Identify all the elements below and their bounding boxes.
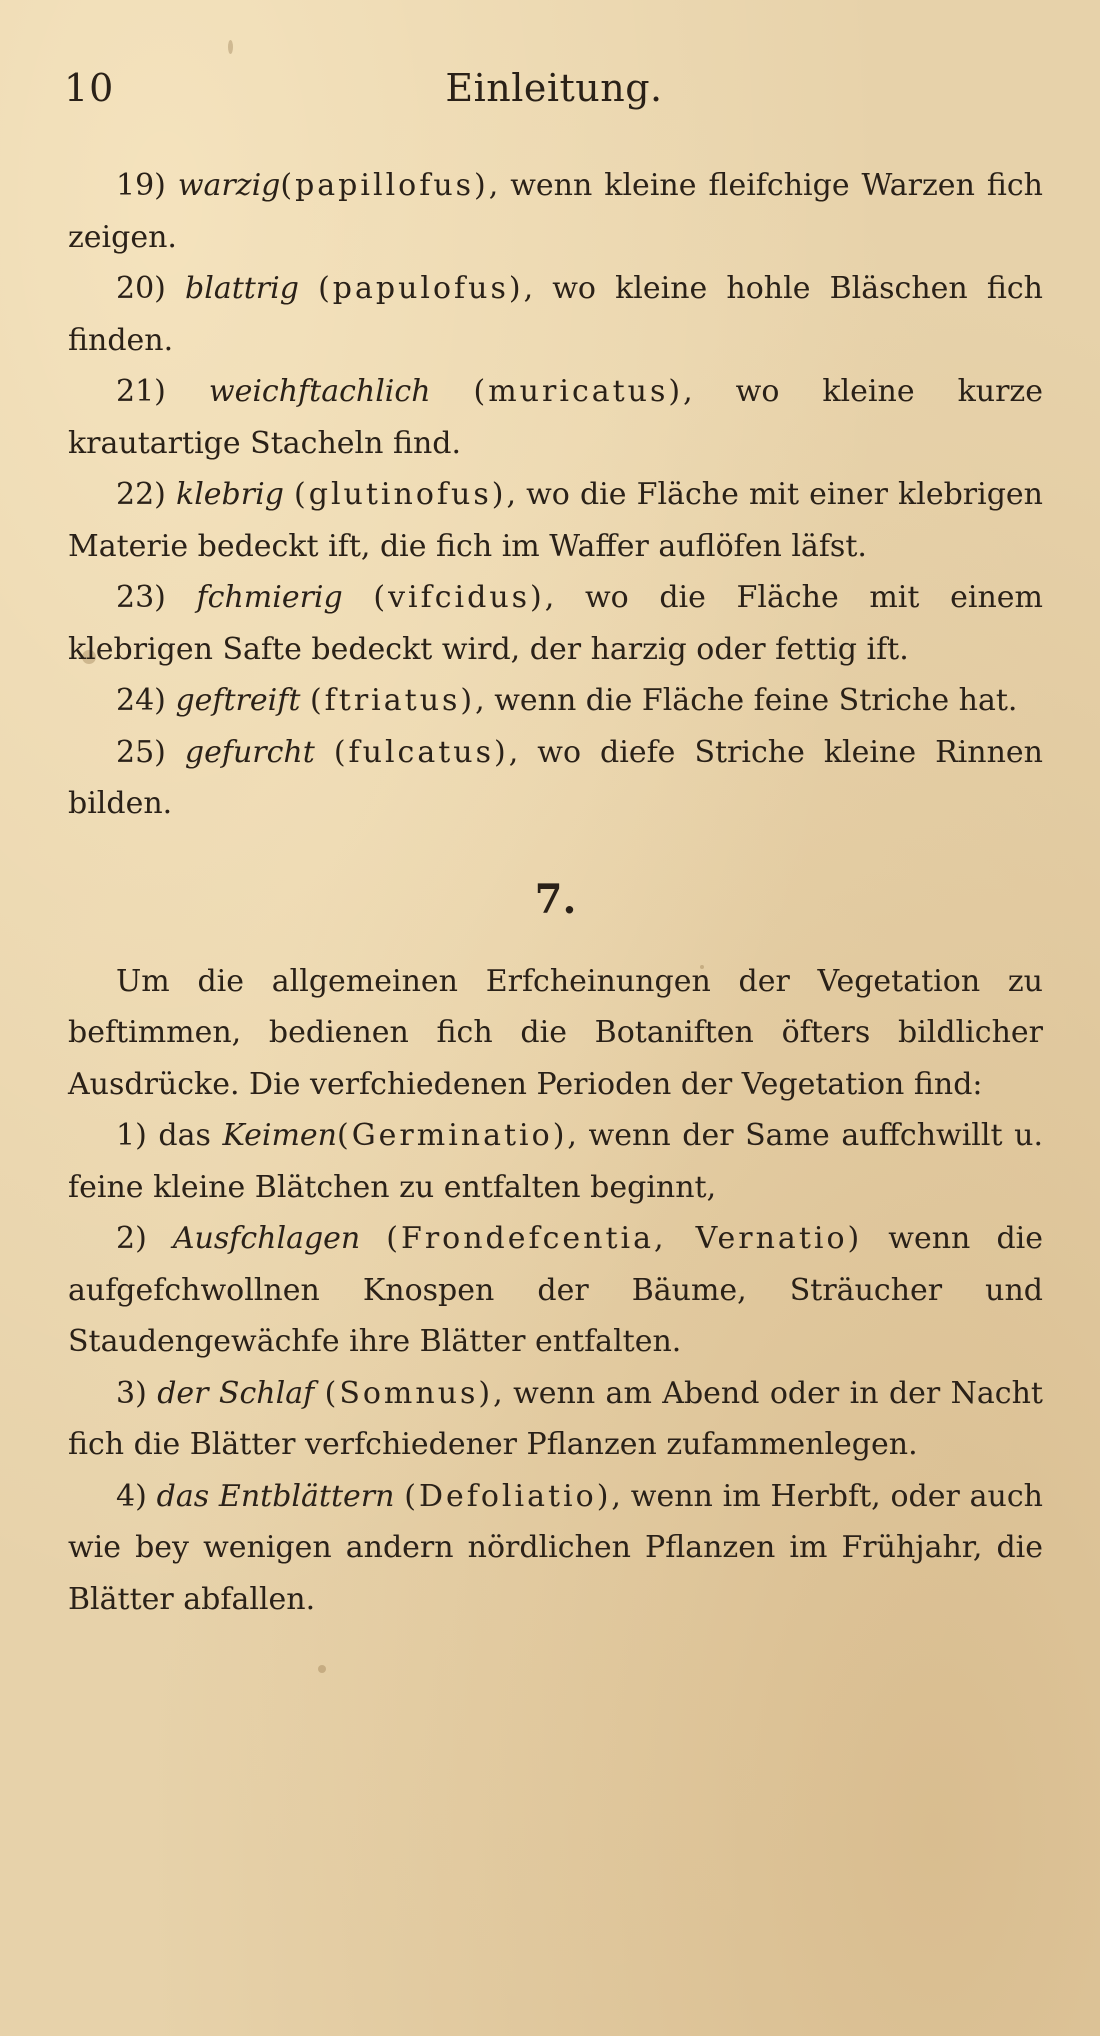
term: fchmierig xyxy=(196,580,343,615)
item-number: 3) xyxy=(116,1375,147,1411)
item-number: 4) xyxy=(116,1478,147,1514)
definition: , wo kleine hohle Bläschen fich finden. xyxy=(68,271,1043,358)
item-number: 25) xyxy=(116,734,166,770)
latin-term: (papulofus) xyxy=(318,271,524,306)
definition: , wo die Fläche mit einer klebrigen Materie bedeckt ift, die fich im Waffer auflöfen läfst. xyxy=(68,477,1044,564)
term: Keimen xyxy=(222,1118,337,1153)
latin-term: (Frondefcentia, Vernatio) xyxy=(386,1221,863,1256)
item-number: 21) xyxy=(116,374,166,409)
latin-term: (glutinofus) xyxy=(294,477,507,512)
page-body xyxy=(68,160,1043,1625)
latin-term: (Germinatio) xyxy=(336,1118,568,1153)
term: blattrig xyxy=(185,271,299,306)
section-heading: 7. xyxy=(534,875,577,923)
definition: , wenn im Herbft, oder auch wie bey wenigen andern nördlichen Pflanzen im Frühjahr, die Blätter abfallen. xyxy=(68,1478,1043,1617)
latin-term: (ftriatus) xyxy=(309,683,476,718)
item-prefix: das xyxy=(158,1118,223,1153)
page-header xyxy=(64,58,1044,118)
latin-term: (fulcatus) xyxy=(333,734,509,770)
definition: , wenn die Fläche feine Striche hat. xyxy=(475,683,1018,718)
item-number: 1) xyxy=(116,1118,147,1153)
latin-term: (Somnus) xyxy=(324,1375,494,1411)
latin-term: (Defoliatio) xyxy=(404,1478,612,1514)
item-number: 2) xyxy=(116,1221,147,1256)
term: das Entblättern xyxy=(156,1478,395,1514)
list-item xyxy=(68,675,1043,727)
foxing-spot xyxy=(318,1665,326,1673)
item-number: 23) xyxy=(116,580,166,615)
foxing-spot xyxy=(228,40,233,54)
definition: , wo diefe Striche kleine Rinnen bilden. xyxy=(68,734,1043,821)
term: geftreift xyxy=(175,683,301,718)
list-item xyxy=(68,727,1043,830)
item-number: 22) xyxy=(116,477,166,512)
section-intro: Um die allgemeinen Erfcheinungen der Vegetation zu beftimmen, bedienen fich die Botaniften öfters bildlicher Ausdrücke. Die verfchiedenen Perioden der Vegetation find: xyxy=(68,963,1043,1102)
list-item xyxy=(68,263,1043,366)
item-number: 19) xyxy=(116,168,166,203)
term: Ausfchlagen xyxy=(172,1221,361,1256)
definition: , wo kleine kurze krautartige Stacheln find. xyxy=(68,374,1043,461)
page-number: 10 xyxy=(64,66,115,110)
list-item xyxy=(68,572,1043,675)
list-item xyxy=(68,469,1043,572)
list-item xyxy=(68,366,1043,469)
list-item xyxy=(68,1368,1043,1471)
latin-term: (papillofus) xyxy=(280,168,489,203)
term: der Schlaf xyxy=(157,1375,315,1411)
list-item xyxy=(68,1213,1043,1368)
term: klebrig xyxy=(176,477,284,512)
latin-term: (vifcidus) xyxy=(373,580,545,615)
definition: , wo die Fläche mit einem klebrigen Safte bedeckt wird, der harzig oder fettig ift. xyxy=(68,580,1043,667)
item-number: 20) xyxy=(116,271,166,306)
definition: , wenn der Same auffchwillt u. feine kleine Blätchen zu entfalten beginnt, xyxy=(68,1118,1043,1205)
list-item xyxy=(68,1110,1043,1213)
definition: wenn die aufgefchwollnen Knospen der Bäume, Sträucher und Staudengewächfe ihre Blätter entfalten. xyxy=(68,1221,1043,1359)
term: weichftachlich xyxy=(208,374,431,409)
term: gefurcht xyxy=(184,734,315,770)
definition: , wenn am Abend oder in der Nacht fich die Blätter verfchiedener Pflanzen zufammenlegen. xyxy=(68,1375,1043,1462)
list-item xyxy=(68,160,1043,263)
running-head: Einleitung. xyxy=(445,66,663,110)
item-number: 24) xyxy=(116,683,166,718)
definition: , wenn kleine fleifchige Warzen fich zeigen. xyxy=(68,168,1043,255)
list-item xyxy=(68,1471,1043,1626)
latin-term: (muricatus) xyxy=(473,374,684,409)
term: warzig xyxy=(177,168,281,203)
